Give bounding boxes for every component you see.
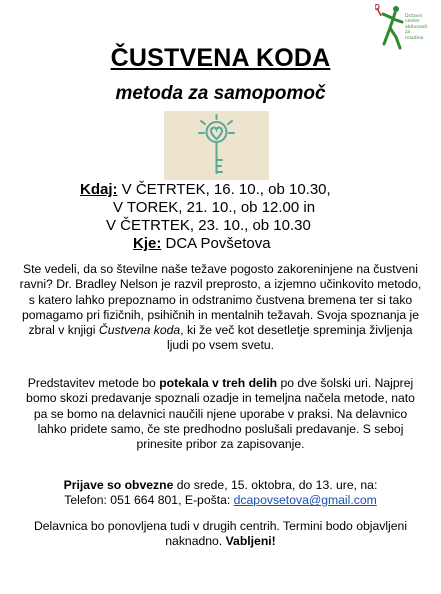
key-illustration [164, 111, 269, 180]
schedule-date: V ČETRTEK, 16. 10., ob 10.30, [121, 181, 331, 198]
schedule-block [80, 181, 420, 253]
location-value: DCA Povšetova [165, 235, 271, 252]
closing-paragraph [18, 519, 423, 550]
registration-line [18, 478, 423, 493]
email-link[interactable]: dcapovsetova@gmail.com [233, 493, 377, 508]
schedule-line [80, 181, 420, 199]
closing-text: Delavnica bo ponovljena tudi v drugih centrih. Termini bodo objavljeni naknadno. [33, 519, 408, 549]
logo-line: mladino [405, 35, 424, 41]
registration-paragraph [18, 478, 423, 509]
logo-text [405, 14, 437, 41]
book-title: Čustvena koda [98, 323, 181, 338]
presentation-paragraph [18, 376, 423, 452]
logo-line: aktivnosti [405, 24, 428, 30]
contact-phone: Telefon: 051 664 801, E-pošta: [64, 493, 234, 508]
closing-emphasis: Vabljeni! [225, 534, 276, 549]
schedule-line: V ČETRTEK, 23. 10., ob 10.30 [106, 217, 311, 234]
page-subtitle: metoda za samopomoč [115, 83, 326, 104]
intro-text: Ste vedeli, da so številne naše težave pogosto zakoreninjene na čustveni ravni? Dr. Bradley Nelson je razvil preprosto, a izjemno učinkovito metodo, s katero lahko prepoznamo in odstranimo čustvena bremena ter si tako pomagamo pri fizičnih, psihičnih in mentalnih težavah. Svoja spoznanja je zbral v knjigi [19, 262, 422, 338]
intro-paragraph [18, 262, 423, 354]
location-line [80, 235, 420, 253]
presentation-text-end: po dve šolski uri. Najprej bomo skozi predavanje spoznali ozadje in temeljna načela metode, nato pa se bomo na delavnici naučili njene uporabe v praksi. Na delavnico lahko pridete samo, če ste predhodno poslušali predavanje. S seboj prinesite pribor za zapisovanje. [26, 376, 415, 452]
presentation-emphasis: potekala v treh delih [159, 376, 278, 390]
where-label: Kje: [133, 235, 162, 252]
intro-text-end: , ki že več kot desetletje spreminja življenja ljudi po vsem svetu. [166, 323, 413, 353]
schedule-line: V TOREK, 21. 10., ob 12.00 in [113, 199, 316, 216]
registration-deadline: do srede, 15. oktobra, do 13. ure, na: [173, 478, 378, 492]
heart-key-icon [164, 111, 269, 180]
registration-emphasis: Prijave so obvezne [63, 478, 174, 492]
contact-line [18, 493, 423, 508]
logo-line: center [405, 19, 420, 25]
presentation-text: Predstavitev metode bo [27, 376, 160, 390]
logo-line: Državni [405, 14, 423, 19]
when-label: Kdaj: [80, 181, 118, 198]
logo-line: za [405, 30, 411, 36]
page-title: ČUSTVENA KODA [110, 44, 331, 72]
